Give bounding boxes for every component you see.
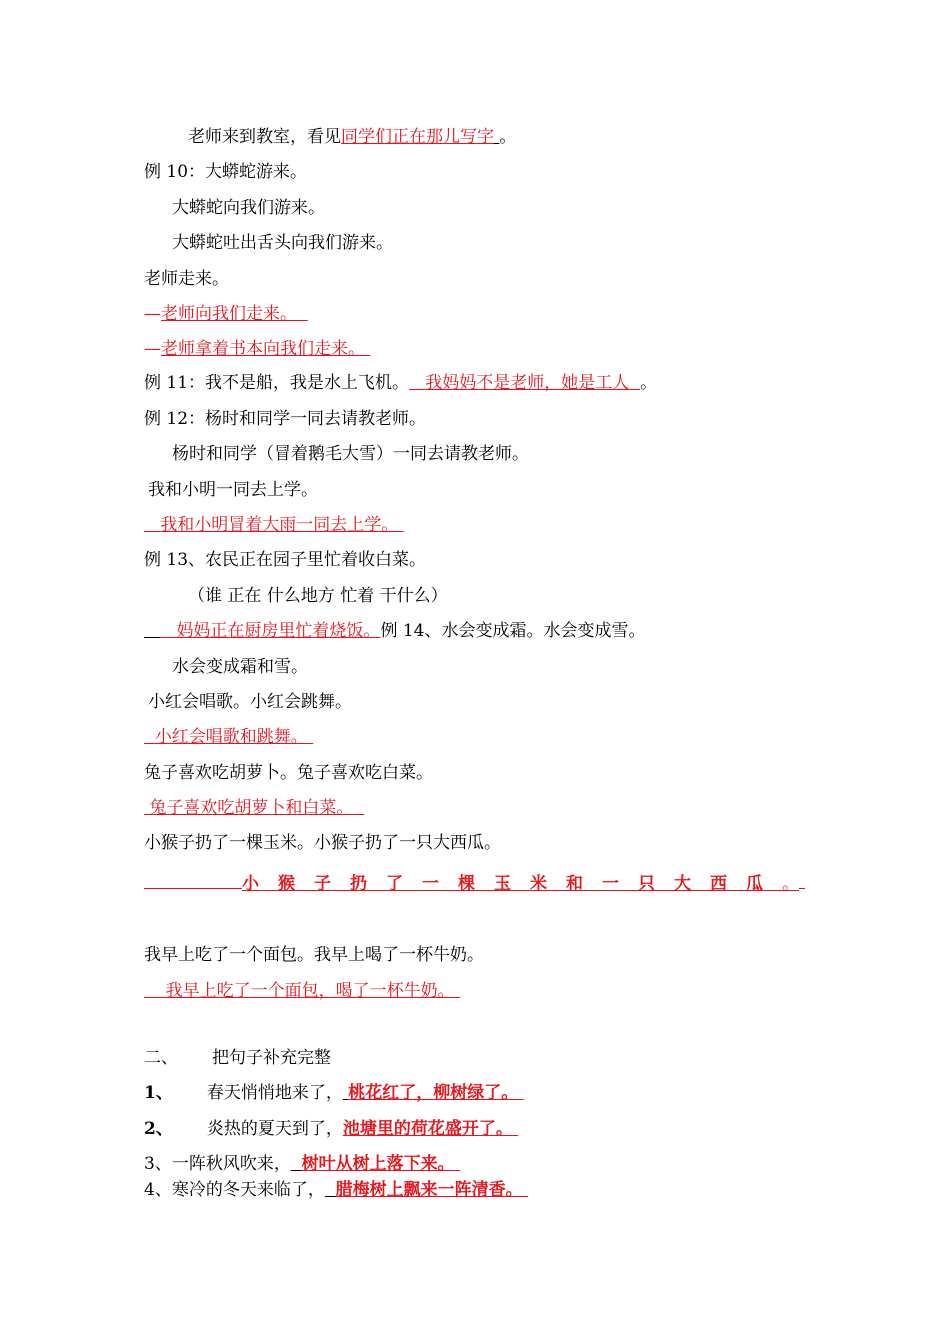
dash: — <box>144 339 161 359</box>
line-text: 大蟒蛇吐出舌头向我们游来。 <box>172 233 393 253</box>
line-20 <box>144 797 364 819</box>
blank <box>144 727 155 747</box>
line-8 <box>144 372 657 394</box>
line-text: 老师走来。 <box>144 269 229 289</box>
line-text: 。 <box>640 373 658 393</box>
answer-text: 小猴子扔了一棵玉米和一只大西瓜 <box>242 874 782 894</box>
answer-text: 同学们正在那儿写字 <box>341 127 494 147</box>
question-text: 4、寒冷的冬天来临了， <box>144 1180 325 1200</box>
line-text: 。 <box>499 127 517 147</box>
line-9 <box>144 408 426 430</box>
line-24 <box>144 980 460 1002</box>
blank <box>144 515 160 535</box>
question-number: 2、 <box>144 1119 173 1139</box>
line-10 <box>172 443 529 465</box>
line-text: 老师来到教室，看见 <box>188 127 341 147</box>
question-number: 1、 <box>144 1083 173 1103</box>
line-3 <box>172 197 325 219</box>
blank <box>144 870 224 889</box>
answer-text: 我早上吃了一个面包，喝了一杯牛奶。 <box>165 981 455 1001</box>
blank <box>325 1180 336 1200</box>
blank <box>799 870 805 889</box>
line-1 <box>188 126 516 148</box>
answer-text: 桃花红了，柳树绿了。 <box>348 1083 519 1103</box>
line-text: 水会变成霜和雪。 <box>172 657 308 677</box>
blank <box>144 621 160 641</box>
line-12 <box>144 514 404 536</box>
example-label: 例 11：我不是船，我是水上飞机。 <box>144 373 410 393</box>
blank <box>297 304 308 324</box>
question-text: 3、一阵秋风吹来， <box>144 1154 291 1174</box>
question-text: 春天悄悄地来了， <box>206 1083 343 1103</box>
question-2 <box>144 1118 518 1140</box>
blank <box>455 1154 460 1174</box>
blank <box>523 1180 528 1200</box>
line-22 <box>144 870 805 895</box>
section-2-heading <box>144 1047 331 1069</box>
line-18 <box>144 726 313 748</box>
answer-text: 兔子喜欢吃胡萝卜和白菜。 <box>149 798 354 818</box>
answer-text: 小红会唱歌和跳舞。 <box>154 727 308 747</box>
example-label: 例 14、水会变成霜。水会变成雪。 <box>380 621 646 641</box>
dash: — <box>144 304 161 324</box>
answer-text: 池塘里的荷花盛开了。 <box>342 1119 513 1139</box>
line-5 <box>144 268 229 290</box>
question-4 <box>144 1179 528 1201</box>
blank <box>291 1154 302 1174</box>
line-7 <box>144 338 370 360</box>
question-text: 炎热的夏天到了， <box>206 1119 343 1139</box>
line-21 <box>144 832 501 854</box>
line-17 <box>148 691 352 713</box>
blank <box>353 798 364 818</box>
blank <box>308 727 313 747</box>
line-14 <box>188 585 448 607</box>
section-number: 二、 <box>144 1048 178 1068</box>
blank <box>518 1083 523 1103</box>
example-label: 例 10：大蟒蛇游来。 <box>144 162 308 182</box>
blank <box>455 981 460 1001</box>
answer-text: 我妈妈不是老师，她是工人 <box>425 373 630 393</box>
answer-text: 老师拿着书本向我们走来。 <box>161 339 365 359</box>
section-title: 把句子补充完整 <box>212 1048 331 1068</box>
blank <box>160 621 176 641</box>
answer-text: 我和小明冒着大雨一同去上学。 <box>160 515 399 535</box>
line-text: 我早上吃了一个面包。我早上喝了一杯牛奶。 <box>144 945 484 965</box>
line-4 <box>172 232 393 254</box>
blank <box>409 373 425 393</box>
blank <box>629 373 640 393</box>
blank <box>365 339 370 359</box>
line-text: 大蟒蛇向我们游来。 <box>172 198 325 218</box>
line-2 <box>144 161 307 183</box>
line-16 <box>172 656 308 678</box>
blank <box>513 1119 518 1139</box>
blank <box>224 870 242 889</box>
answer-text: 树叶从树上落下来。 <box>301 1154 455 1174</box>
line-text: 小红会唱歌。小红会跳舞。 <box>148 692 352 712</box>
question-1 <box>144 1082 524 1104</box>
answer-text: 老师向我们走来。 <box>161 304 297 324</box>
line-text: 我和小明一同去上学。 <box>148 480 318 500</box>
line-text: 小猴子扔了一棵玉米。小猴子扔了一只大西瓜。 <box>144 833 501 853</box>
answer-text: 腊梅树上飘来一阵清香。 <box>335 1180 523 1200</box>
line-text: 兔子喜欢吃胡萝卜。兔子喜欢吃白菜。 <box>144 763 433 783</box>
line-11 <box>148 479 318 501</box>
blank <box>144 981 166 1001</box>
line-23 <box>144 944 484 966</box>
blank <box>398 515 403 535</box>
line-6 <box>144 303 308 325</box>
line-text: 。 <box>782 874 799 894</box>
line-15 <box>144 620 645 642</box>
line-text: （谁 正在 什么地方 忙着 干什么） <box>188 586 448 606</box>
line-13 <box>144 549 426 571</box>
question-3 <box>144 1153 460 1175</box>
example-label: 例 13、农民正在园子里忙着收白菜。 <box>144 550 427 570</box>
answer-text: 妈妈正在厨房里忙着烧饭。 <box>176 621 381 641</box>
line-text: 杨时和同学（冒着鹅毛大雪）一同去请教老师。 <box>172 444 529 464</box>
example-label: 例 12：杨时和同学一同去请教老师。 <box>144 409 427 429</box>
line-19 <box>144 762 433 784</box>
